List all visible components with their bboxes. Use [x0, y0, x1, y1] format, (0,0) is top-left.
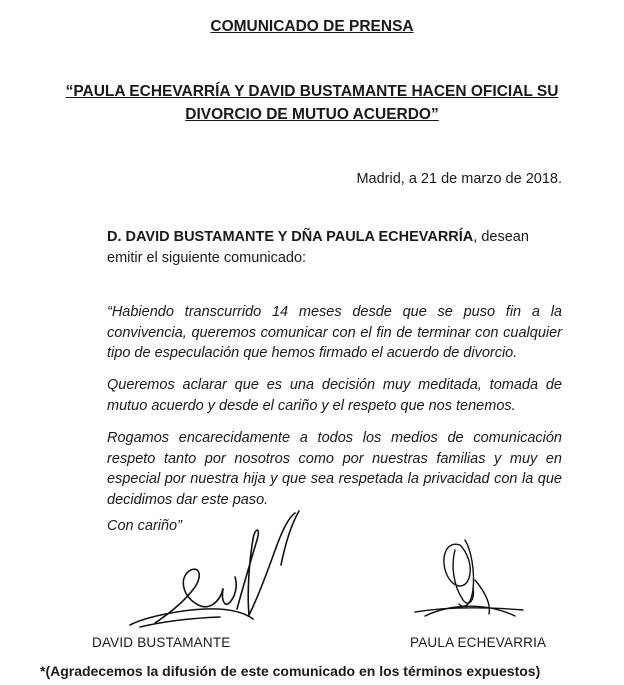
document-date: Madrid, a 21 de marzo de 2018. [356, 171, 562, 187]
closing-line: Con cariño” [107, 518, 182, 534]
signatory-left-name: DAVID BUSTAMANTE [92, 635, 231, 650]
signature-right [405, 530, 535, 630]
quote-paragraph-3: Rogamos encarecidamente a todos los medios de comunicación respeto tanto por nosotros como por nuestras familias y muy en especial por nuestra hija y que sea respetada la privacidad con la que decidimos dar este paso. [107, 430, 562, 508]
quote-paragraph-2: Queremos aclarar que es una decisión muy meditada, tomada de mutuo acuerdo y desde el cariño y el respeto que nos tenemos. [107, 377, 562, 414]
document-heading: COMUNICADO DE PRENSA [210, 18, 414, 35]
footnote: *(Agradecemos la difusión de este comunicado en los términos expuestos) [40, 663, 541, 679]
intro-names: D. DAVID BUSTAMANTE Y DÑA PAULA ECHEVARRÍA [107, 229, 474, 245]
document-title [40, 80, 584, 126]
quote-paragraph-1: “Habiendo transcurrido 14 meses desde que se puso fin a la convivencia, queremos comunicar con el fin de terminar con cualquier tipo de especulación que hemos firmado el acuerdo de divorcio. [107, 304, 562, 361]
title-line-1: “PAULA ECHEVARRÍA Y DAVID BUSTAMANTE HACEN OFICIAL SU [65, 83, 559, 100]
signature-left [125, 505, 315, 635]
intro-paragraph [107, 227, 562, 269]
signatory-right-name: PAULA ECHEVARRIA [410, 635, 547, 650]
title-line-2: DIVORCIO DE MUTUO ACUERDO” [185, 106, 439, 123]
intro-text: , desean emitir el siguiente comunicado: [107, 229, 529, 266]
